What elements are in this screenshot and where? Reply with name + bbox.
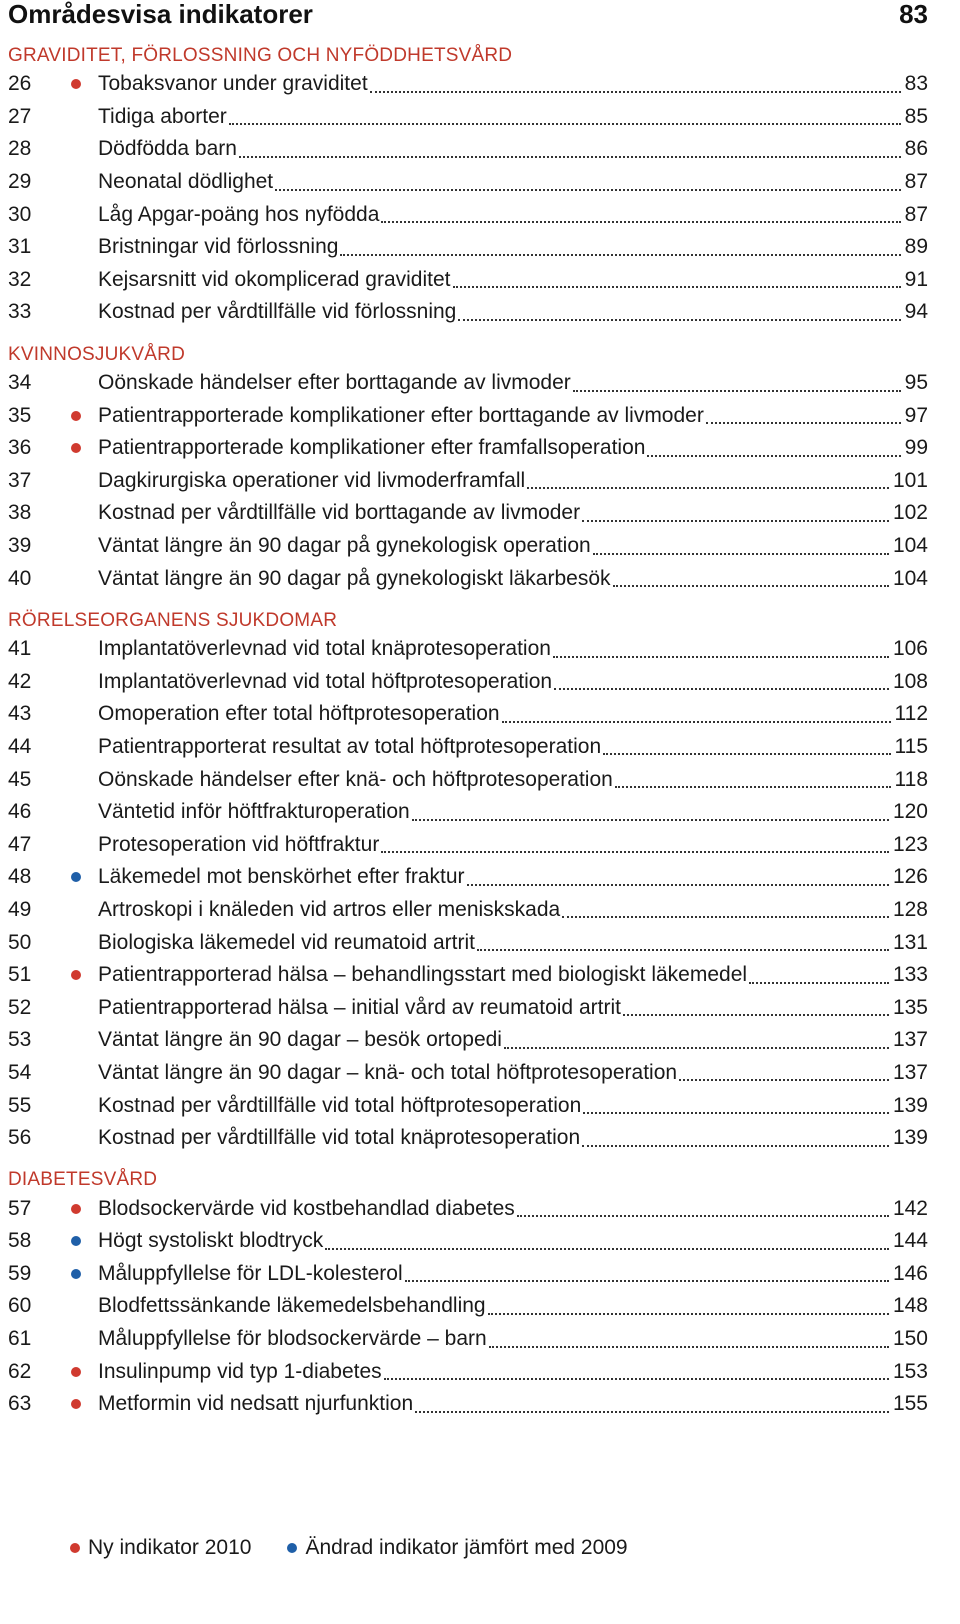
dot-leader bbox=[749, 981, 889, 984]
legend-new bbox=[70, 1536, 251, 1560]
toc-row[interactable] bbox=[8, 959, 928, 992]
blue-dot-icon bbox=[71, 872, 81, 882]
bullet-cell bbox=[68, 970, 98, 980]
indicator-number: 30 bbox=[8, 202, 32, 226]
page-reference: 97 bbox=[904, 403, 928, 427]
toc-row[interactable] bbox=[8, 1258, 928, 1291]
indicator-number: 50 bbox=[8, 930, 32, 954]
toc-row[interactable] bbox=[8, 530, 928, 563]
toc-row[interactable] bbox=[8, 68, 928, 101]
indicator-number: 53 bbox=[8, 1028, 32, 1052]
indicator-title: Väntat längre än 90 dagar på gynekologiskt läkarbesök bbox=[98, 566, 611, 590]
table-of-contents bbox=[8, 44, 928, 1421]
page-reference: 139 bbox=[892, 1093, 928, 1117]
bullet-cell bbox=[68, 1236, 98, 1246]
toc-row[interactable] bbox=[8, 264, 928, 297]
indicator-number: 34 bbox=[8, 371, 32, 395]
page-reference: 104 bbox=[892, 534, 928, 558]
dot-leader bbox=[384, 1377, 889, 1380]
red-dot-icon bbox=[71, 411, 81, 421]
indicator-number: 48 bbox=[8, 865, 32, 889]
indicator-number: 38 bbox=[8, 501, 32, 525]
page-reference: 153 bbox=[892, 1359, 928, 1383]
indicator-title: Dagkirurgiska operationer vid livmoderframfall bbox=[98, 468, 526, 492]
bullet-cell bbox=[68, 79, 98, 89]
page-reference: 86 bbox=[904, 137, 928, 161]
red-dot-icon bbox=[71, 1399, 81, 1409]
dot-leader bbox=[458, 318, 900, 321]
page-reference: 87 bbox=[904, 170, 928, 194]
dot-leader bbox=[647, 454, 900, 457]
red-dot-icon bbox=[71, 1367, 81, 1377]
dot-leader bbox=[582, 1144, 889, 1147]
toc-row[interactable] bbox=[8, 198, 928, 231]
bullet-cell bbox=[68, 1399, 98, 1409]
page-reference: 146 bbox=[892, 1261, 928, 1285]
dot-leader bbox=[412, 818, 889, 821]
indicator-title: Metformin vid nedsatt njurfunktion bbox=[98, 1392, 414, 1416]
dot-leader bbox=[477, 948, 889, 951]
indicator-number: 41 bbox=[8, 637, 32, 661]
indicator-title: Tidiga aborter bbox=[98, 104, 227, 128]
indicator-number: 58 bbox=[8, 1229, 32, 1253]
red-dot-icon bbox=[71, 79, 81, 89]
page-reference: 118 bbox=[894, 767, 928, 791]
page-reference: 133 bbox=[892, 963, 928, 987]
indicator-title: Högt systoliskt blodtryck bbox=[98, 1229, 324, 1253]
toc-row[interactable] bbox=[8, 926, 928, 959]
dot-leader bbox=[527, 486, 889, 489]
page-reference: 142 bbox=[892, 1196, 928, 1220]
indicator-number: 39 bbox=[8, 534, 32, 558]
page-reference: 144 bbox=[892, 1229, 928, 1253]
page-reference: 95 bbox=[904, 371, 928, 395]
indicator-title: Kostnad per vårdtillfälle vid total knäprotesoperation bbox=[98, 1126, 581, 1150]
dot-leader bbox=[583, 1111, 889, 1114]
indicator-title: Måluppfyllelse för LDL-kolesterol bbox=[98, 1261, 403, 1285]
dot-leader bbox=[603, 752, 890, 755]
indicator-number: 49 bbox=[8, 897, 32, 921]
indicator-title: Oönskade händelser efter borttagande av livmoder bbox=[98, 371, 571, 395]
indicator-title: Tobaksvanor under graviditet bbox=[98, 72, 368, 96]
bullet-cell bbox=[68, 872, 98, 882]
toc-row[interactable] bbox=[8, 1323, 928, 1356]
indicator-title: Omoperation efter total höftprotesoperation bbox=[98, 702, 500, 726]
legend bbox=[70, 1536, 664, 1560]
toc-row[interactable] bbox=[8, 101, 928, 134]
toc-row[interactable] bbox=[8, 828, 928, 861]
bullet-cell bbox=[68, 1367, 98, 1377]
indicator-number: 52 bbox=[8, 995, 32, 1019]
page-reference: 131 bbox=[892, 930, 928, 954]
page-title: Områdesvisa indikatorer bbox=[8, 0, 313, 29]
indicator-title: Insulinpump vid typ 1-diabetes bbox=[98, 1359, 382, 1383]
page-header bbox=[8, 0, 928, 30]
dot-leader bbox=[488, 1312, 889, 1315]
indicator-title: Kostnad per vårdtillfälle vid borttagande av livmoder bbox=[98, 501, 581, 525]
indicator-number: 29 bbox=[8, 170, 32, 194]
dot-leader bbox=[502, 720, 891, 723]
page-number: 83 bbox=[899, 0, 928, 29]
toc-row[interactable] bbox=[8, 432, 928, 465]
dot-leader bbox=[229, 122, 901, 125]
page-reference: 148 bbox=[892, 1294, 928, 1318]
toc-row[interactable] bbox=[8, 1290, 928, 1323]
indicator-number: 42 bbox=[8, 669, 32, 693]
indicator-number: 47 bbox=[8, 832, 32, 856]
indicator-title: Kostnad per vårdtillfälle vid förlossning bbox=[98, 300, 457, 324]
red-dot-icon bbox=[70, 1543, 80, 1553]
toc-row[interactable] bbox=[8, 399, 928, 432]
toc-row[interactable] bbox=[8, 133, 928, 166]
indicator-number: 28 bbox=[8, 137, 32, 161]
dot-leader bbox=[582, 519, 889, 522]
page-reference: 101 bbox=[892, 468, 928, 492]
indicator-title: Väntetid inför höftfrakturoperation bbox=[98, 800, 410, 824]
indicator-title: Låg Apgar-poäng hos nyfödda bbox=[98, 202, 380, 226]
toc-page bbox=[8, 0, 928, 1421]
dot-leader bbox=[679, 1078, 889, 1081]
indicator-title: Väntat längre än 90 dagar på gynekologisk operation bbox=[98, 534, 591, 558]
indicator-title: Väntat längre än 90 dagar – knä- och total höftprotesoperation bbox=[98, 1060, 678, 1084]
dot-leader bbox=[517, 1214, 889, 1217]
toc-row[interactable] bbox=[8, 991, 928, 1024]
indicator-number: 56 bbox=[8, 1126, 32, 1150]
page-reference: 120 bbox=[892, 800, 928, 824]
indicator-number: 46 bbox=[8, 800, 32, 824]
bullet-cell bbox=[68, 1269, 98, 1279]
indicator-title: Patientrapporterat resultat av total höftprotesoperation bbox=[98, 734, 602, 758]
page-reference: 115 bbox=[894, 734, 928, 758]
page-reference: 135 bbox=[892, 995, 928, 1019]
toc-row[interactable] bbox=[8, 1024, 928, 1057]
indicator-title: Oönskade händelser efter knä- och höftprotesoperation bbox=[98, 767, 613, 791]
page-reference: 126 bbox=[892, 865, 928, 889]
indicator-title: Läkemedel mot benskörhet efter fraktur bbox=[98, 865, 465, 889]
toc-row[interactable] bbox=[8, 666, 928, 699]
indicator-number: 55 bbox=[8, 1093, 32, 1117]
blue-dot-icon bbox=[287, 1543, 297, 1553]
page-reference: 108 bbox=[892, 669, 928, 693]
page-reference: 83 bbox=[904, 72, 928, 96]
red-dot-icon bbox=[71, 1204, 81, 1214]
toc-row[interactable] bbox=[8, 1122, 928, 1155]
indicator-title: Kostnad per vårdtillfälle vid total höftprotesoperation bbox=[98, 1093, 582, 1117]
toc-row[interactable] bbox=[8, 763, 928, 796]
section-title: GRAVIDITET, FÖRLOSSNING OCH NYFÖDDHETSVÅRD bbox=[8, 45, 513, 66]
dot-leader bbox=[706, 421, 901, 424]
indicator-number: 44 bbox=[8, 734, 32, 758]
dot-leader bbox=[615, 785, 891, 788]
blue-dot-icon bbox=[71, 1269, 81, 1279]
blue-dot-icon bbox=[71, 1236, 81, 1246]
dot-leader bbox=[593, 552, 889, 555]
toc-row[interactable] bbox=[8, 1355, 928, 1388]
page-reference: 137 bbox=[892, 1060, 928, 1084]
bullet-cell bbox=[68, 1204, 98, 1214]
dot-leader bbox=[370, 90, 901, 93]
dot-leader bbox=[340, 253, 900, 256]
legend-changed-label: Ändrad indikator jämfört med 2009 bbox=[305, 1536, 628, 1559]
indicator-title: Implantatöverlevnad vid total knäprotesoperation bbox=[98, 637, 551, 661]
dot-leader bbox=[573, 389, 901, 392]
indicator-number: 60 bbox=[8, 1294, 32, 1318]
dot-leader bbox=[553, 655, 889, 658]
bullet-cell bbox=[68, 443, 98, 453]
page-reference: 99 bbox=[904, 436, 928, 460]
indicator-number: 54 bbox=[8, 1060, 32, 1084]
indicator-number: 31 bbox=[8, 235, 32, 259]
dot-leader bbox=[381, 850, 889, 853]
indicator-number: 61 bbox=[8, 1327, 32, 1351]
indicator-title: Artroskopi i knäleden vid artros eller meniskskada bbox=[98, 897, 561, 921]
section-title: DIABETESVÅRD bbox=[8, 1169, 158, 1191]
dot-leader bbox=[405, 1279, 889, 1282]
page-reference: 150 bbox=[892, 1327, 928, 1351]
indicator-number: 57 bbox=[8, 1196, 32, 1220]
indicator-number: 62 bbox=[8, 1359, 32, 1383]
indicator-number: 40 bbox=[8, 566, 32, 590]
toc-row[interactable] bbox=[8, 861, 928, 894]
toc-row[interactable] bbox=[8, 296, 928, 329]
dot-leader bbox=[504, 1046, 889, 1049]
toc-row[interactable] bbox=[8, 231, 928, 264]
indicator-title: Implantatöverlevnad vid total höftprotesoperation bbox=[98, 669, 553, 693]
toc-row[interactable] bbox=[8, 1225, 928, 1258]
indicator-number: 32 bbox=[8, 267, 32, 291]
dot-leader bbox=[613, 584, 889, 587]
dot-leader bbox=[562, 915, 889, 918]
indicator-title: Kejsarsnitt vid okomplicerad graviditet bbox=[98, 267, 451, 291]
indicator-number: 36 bbox=[8, 436, 32, 460]
toc-row[interactable] bbox=[8, 698, 928, 731]
dot-leader bbox=[453, 285, 901, 288]
page-reference: 104 bbox=[892, 566, 928, 590]
page-reference: 123 bbox=[892, 832, 928, 856]
indicator-title: Bristningar vid förlossning bbox=[98, 235, 339, 259]
page-reference: 94 bbox=[904, 300, 928, 324]
legend-new-label: Ny indikator 2010 bbox=[88, 1536, 252, 1559]
indicator-number: 51 bbox=[8, 963, 32, 987]
toc-row[interactable] bbox=[8, 562, 928, 595]
page-reference: 106 bbox=[892, 637, 928, 661]
page-reference: 128 bbox=[892, 897, 928, 921]
toc-row[interactable] bbox=[8, 497, 928, 530]
indicator-title: Neonatal dödlighet bbox=[98, 170, 274, 194]
indicator-number: 63 bbox=[8, 1392, 32, 1416]
bullet-cell bbox=[68, 411, 98, 421]
page-reference: 91 bbox=[904, 267, 928, 291]
toc-row[interactable] bbox=[8, 894, 928, 927]
toc-row[interactable] bbox=[8, 367, 928, 400]
page-reference: 137 bbox=[892, 1028, 928, 1052]
section-title: RÖRELSEORGANENS SJUKDOMAR bbox=[8, 609, 338, 631]
dot-leader bbox=[415, 1410, 889, 1413]
toc-row[interactable] bbox=[8, 796, 928, 829]
page-reference: 139 bbox=[892, 1126, 928, 1150]
toc-row[interactable] bbox=[8, 1089, 928, 1122]
page-reference: 155 bbox=[892, 1392, 928, 1416]
toc-row[interactable] bbox=[8, 465, 928, 498]
page-reference: 112 bbox=[894, 702, 928, 726]
dot-leader bbox=[554, 687, 889, 690]
dot-leader bbox=[275, 188, 901, 191]
indicator-title: Blodfettssänkande läkemedelsbehandling bbox=[98, 1294, 486, 1318]
indicator-title: Måluppfyllelse för blodsockervärde – barn bbox=[98, 1327, 487, 1351]
dot-leader bbox=[489, 1345, 889, 1348]
indicator-title: Dödfödda barn bbox=[98, 137, 237, 161]
indicator-number: 35 bbox=[8, 403, 32, 427]
page-reference: 85 bbox=[904, 104, 928, 128]
dot-leader bbox=[239, 155, 901, 158]
indicator-title: Väntat längre än 90 dagar – besök ortopedi bbox=[98, 1028, 502, 1052]
indicator-title: Patientrapporterade komplikationer efter framfallsoperation bbox=[98, 436, 646, 460]
dot-leader bbox=[381, 220, 900, 223]
indicator-title: Patientrapporterad hälsa – behandlingsstart med biologiskt läkemedel bbox=[98, 963, 748, 987]
indicator-title: Protesoperation vid höftfraktur bbox=[98, 832, 380, 856]
toc-row[interactable] bbox=[8, 1388, 928, 1421]
indicator-title: Patientrapporterad hälsa – initial vård av reumatoid artrit bbox=[98, 995, 621, 1019]
red-dot-icon bbox=[71, 970, 81, 980]
toc-row[interactable] bbox=[8, 1057, 928, 1090]
page-reference: 89 bbox=[904, 235, 928, 259]
dot-leader bbox=[467, 883, 889, 886]
indicator-title: Blodsockervärde vid kostbehandlad diabetes bbox=[98, 1196, 515, 1220]
indicator-number: 43 bbox=[8, 702, 32, 726]
page-reference: 87 bbox=[904, 202, 928, 226]
toc-row[interactable] bbox=[8, 633, 928, 666]
red-dot-icon bbox=[71, 443, 81, 453]
indicator-title: Patientrapporterade komplikationer efter borttagande av livmoder bbox=[98, 403, 704, 427]
section-title: KVINNOSJUKVÅRD bbox=[8, 343, 186, 365]
page-reference: 102 bbox=[892, 501, 928, 525]
indicator-number: 59 bbox=[8, 1261, 32, 1285]
indicator-number: 33 bbox=[8, 300, 32, 324]
indicator-number: 27 bbox=[8, 104, 32, 128]
toc-row[interactable] bbox=[8, 166, 928, 199]
indicator-number: 26 bbox=[8, 72, 32, 96]
toc-row[interactable] bbox=[8, 1192, 928, 1225]
legend-changed bbox=[287, 1536, 627, 1560]
toc-row[interactable] bbox=[8, 731, 928, 764]
dot-leader bbox=[623, 1013, 889, 1016]
dot-leader bbox=[325, 1247, 889, 1250]
indicator-number: 37 bbox=[8, 468, 32, 492]
indicator-title: Biologiska läkemedel vid reumatoid artrit bbox=[98, 930, 476, 954]
indicator-number: 45 bbox=[8, 767, 32, 791]
